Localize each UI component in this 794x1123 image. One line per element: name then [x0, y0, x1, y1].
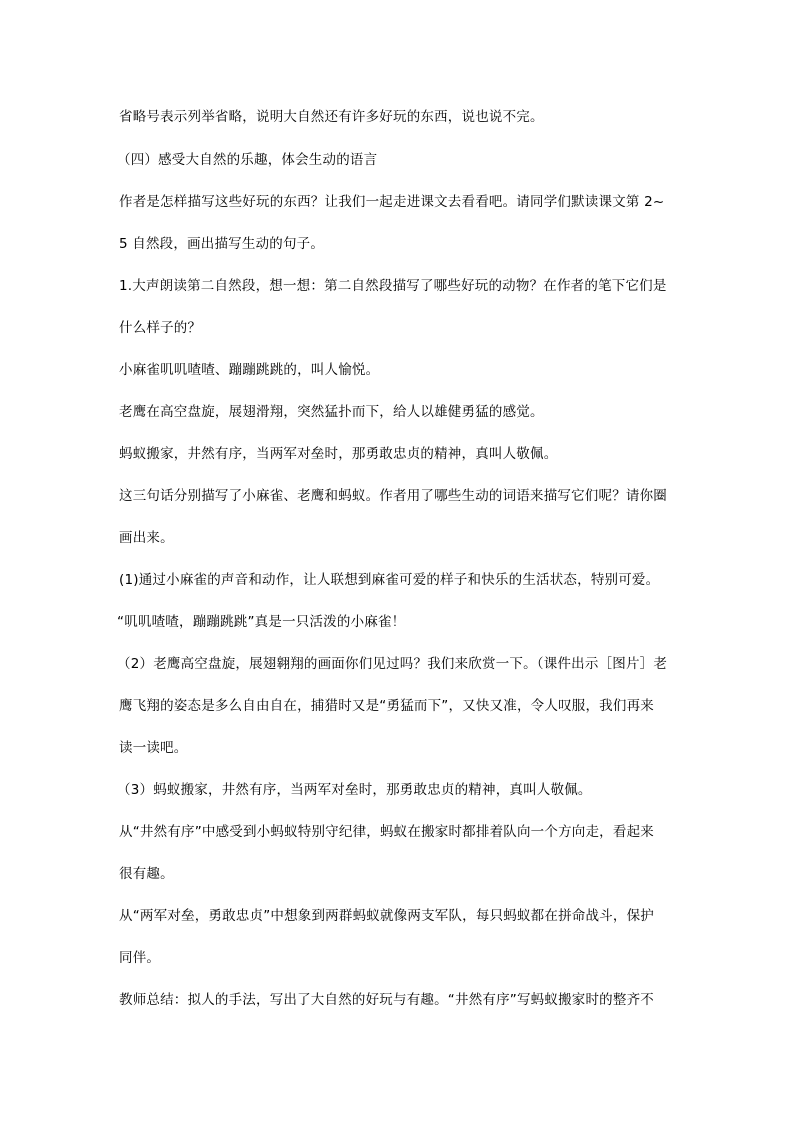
text-line: 教师总结：拟人的手法，写出了大自然的好玩与有趣。“井然有序”写蚂蚁搬家时的整齐不 [119, 992, 654, 1008]
text-line: 蚂蚁搬家，井然有序，当两军对垒时，那勇敢忠贞的精神，真叫人敬佩。 [119, 446, 558, 462]
text-line: 作者是怎样描写这些好玩的东西？让我们一起走进课文去看看吧。请同学们默读课文第 2~ [119, 194, 665, 210]
text-line: (1)通过小麻雀的声音和动作，让人联想到麻雀可爱的样子和快乐的生活状态，特别可爱。 [119, 572, 660, 588]
text-line: 很有趣。 [119, 866, 174, 882]
text-line: （2）老鹰高空盘旋，展翅翱翔的画面你们见过吗？我们来欣赏一下。（课件出示［图片］老 [117, 656, 668, 672]
text-line: 鹰飞翔的姿态是多么自由自在，捕猎时又是“勇猛而下”，又快又准，令人叹服，我们再来 [119, 698, 654, 714]
text-line: 什么样子的？ [119, 320, 202, 336]
text-line: 读一读吧。 [119, 740, 188, 756]
text-line: 老鹰在高空盘旋，展翅滑翔，突然猛扑而下，给人以雄健勇猛的感觉。 [119, 404, 544, 420]
text-line: 从“两军对垒，勇敢忠贞”中想象到两群蚂蚁就像两支军队，每只蚂蚁都在拼命战斗，保护 [119, 908, 654, 924]
text-line: 5 自然段，画出描写生动的句子。 [119, 236, 325, 252]
text-line: 从“井然有序”中感受到小蚂蚁特别守纪律，蚂蚁在搬家时都排着队向一个方向走，看起来 [119, 824, 654, 840]
text-line: 小麻雀叽叽喳喳、蹦蹦跳跳的，叫人愉悦。 [119, 362, 380, 378]
text-line: 这三句话分别描写了小麻雀、老鹰和蚂蚁。作者用了哪些生动的词语来描写它们呢？请你圈 [119, 488, 667, 504]
text-line: （3）蚂蚁搬家，井然有序，当两军对垒时，那勇敢忠贞的精神，真叫人敬佩。 [117, 782, 592, 798]
question-line: 1.大声朗读第二自然段，想一想：第二自然段描写了哪些好玩的动物？在作者的笔下它们是 [119, 278, 667, 294]
section-heading: （四）感受大自然的乐趣，体会生动的语言 [117, 152, 378, 168]
text-line: 画出来。 [119, 530, 174, 546]
text-line: 省略号表示列举省略，说明大自然还有许多好玩的东西，说也说不完。 [119, 109, 544, 125]
text-line: 同伴。 [119, 950, 161, 966]
text-line: “叽叽喳喳，蹦蹦跳跳”真是一只活泼的小麻雀！ [117, 614, 406, 630]
